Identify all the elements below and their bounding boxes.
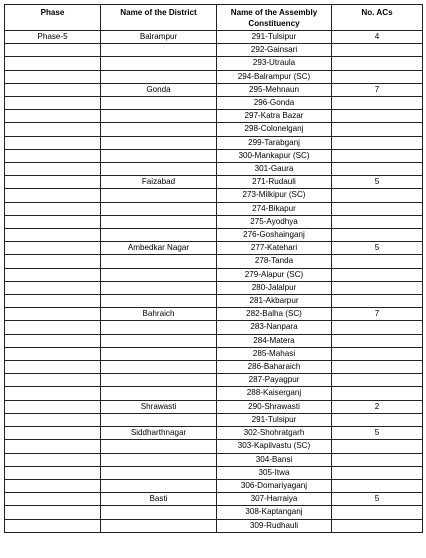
count-cell	[332, 440, 423, 453]
table-row	[5, 255, 423, 268]
district-cell	[101, 295, 217, 308]
constituency-cell: 303-Kapilvastu (SC)	[217, 440, 332, 453]
count-cell	[332, 506, 423, 519]
phase-cell	[5, 136, 101, 149]
phase-cell	[5, 189, 101, 202]
constituency-cell: 300-Mankapur (SC)	[217, 149, 332, 162]
table-row	[5, 31, 423, 44]
constituency-cell: 296-Gonda	[217, 97, 332, 110]
constituency-cell: 297-Katra Bazar	[217, 110, 332, 123]
table-row	[5, 440, 423, 453]
constituency-cell: 273-Milkipur (SC)	[217, 189, 332, 202]
constituency-cell: 284-Matera	[217, 334, 332, 347]
constituency-cell: 271-Rudauli	[217, 176, 332, 189]
phase-cell	[5, 255, 101, 268]
count-cell	[332, 110, 423, 123]
district-cell: Gonda	[101, 83, 217, 96]
count-cell	[332, 215, 423, 228]
table-row	[5, 387, 423, 400]
table-row	[5, 519, 423, 532]
table-row	[5, 493, 423, 506]
phase-cell	[5, 149, 101, 162]
count-cell	[332, 466, 423, 479]
table-row	[5, 57, 423, 70]
phase-cell	[5, 400, 101, 413]
count-cell: 5	[332, 493, 423, 506]
constituency-cell: 280-Jalalpur	[217, 281, 332, 294]
phase-cell	[5, 493, 101, 506]
district-cell: Faizabad	[101, 176, 217, 189]
constituency-cell: 283-Nanpara	[217, 321, 332, 334]
district-cell: Basti	[101, 493, 217, 506]
table-row	[5, 70, 423, 83]
phase-cell	[5, 123, 101, 136]
district-cell	[101, 347, 217, 360]
phase-cell	[5, 479, 101, 492]
district-cell	[101, 97, 217, 110]
phase-cell	[5, 321, 101, 334]
constituency-table	[4, 4, 423, 533]
header-row	[5, 5, 423, 31]
constituency-cell: 304-Bansi	[217, 453, 332, 466]
count-cell	[332, 123, 423, 136]
table-row	[5, 215, 423, 228]
count-cell: 4	[332, 31, 423, 44]
count-cell	[332, 202, 423, 215]
phase-cell	[5, 110, 101, 123]
constituency-cell: 308-Kaptanganj	[217, 506, 332, 519]
district-cell	[101, 466, 217, 479]
district-cell: Ambedkar Nagar	[101, 242, 217, 255]
count-cell: 7	[332, 308, 423, 321]
constituency-cell: 299-Tarabganj	[217, 136, 332, 149]
count-cell	[332, 519, 423, 532]
count-cell	[332, 374, 423, 387]
phase-cell	[5, 295, 101, 308]
constituency-cell: 294-Balrampur (SC)	[217, 70, 332, 83]
table-row	[5, 374, 423, 387]
table-row	[5, 400, 423, 413]
table-row	[5, 268, 423, 281]
phase-cell	[5, 44, 101, 57]
constituency-cell: 306-Domariyaganj	[217, 479, 332, 492]
table-row	[5, 334, 423, 347]
constituency-cell: 278-Tanda	[217, 255, 332, 268]
table-row	[5, 97, 423, 110]
phase-cell	[5, 519, 101, 532]
phase-cell	[5, 202, 101, 215]
table-row	[5, 176, 423, 189]
table-row	[5, 506, 423, 519]
phase-cell	[5, 57, 101, 70]
phase-cell	[5, 347, 101, 360]
phase-cell	[5, 413, 101, 426]
district-cell	[101, 110, 217, 123]
district-cell	[101, 281, 217, 294]
table-row	[5, 44, 423, 57]
count-cell: 2	[332, 400, 423, 413]
constituency-cell: 305-Itwa	[217, 466, 332, 479]
phase-cell	[5, 268, 101, 281]
table-row	[5, 479, 423, 492]
district-cell: Siddharthnagar	[101, 427, 217, 440]
table-row	[5, 321, 423, 334]
constituency-cell: 287-Payagpur	[217, 374, 332, 387]
table-row	[5, 295, 423, 308]
count-cell	[332, 70, 423, 83]
phase-cell	[5, 453, 101, 466]
district-cell	[101, 479, 217, 492]
table-header	[5, 5, 423, 31]
phase-cell	[5, 427, 101, 440]
constituency-cell: 301-Gaura	[217, 163, 332, 176]
table-row	[5, 308, 423, 321]
table-row	[5, 347, 423, 360]
constituency-cell: 279-Alapur (SC)	[217, 268, 332, 281]
district-cell	[101, 255, 217, 268]
district-cell	[101, 149, 217, 162]
constituency-cell: 277-Katehari	[217, 242, 332, 255]
count-cell	[332, 229, 423, 242]
constituency-cell: 276-Goshainganj	[217, 229, 332, 242]
phase-cell	[5, 308, 101, 321]
table-body	[5, 31, 423, 533]
phase-cell	[5, 281, 101, 294]
district-cell	[101, 374, 217, 387]
table-row	[5, 110, 423, 123]
district-cell	[101, 321, 217, 334]
constituency-cell: 307-Harraiya	[217, 493, 332, 506]
table-row	[5, 427, 423, 440]
count-cell	[332, 361, 423, 374]
constituency-cell: 302-Shohratgarh	[217, 427, 332, 440]
district-cell	[101, 44, 217, 57]
district-cell	[101, 453, 217, 466]
constituency-cell: 309-Rudhauli	[217, 519, 332, 532]
phase-cell	[5, 374, 101, 387]
phase-cell	[5, 466, 101, 479]
constituency-cell: 288-Kaiserganj	[217, 387, 332, 400]
table-row	[5, 202, 423, 215]
district-cell: Bahraich	[101, 308, 217, 321]
district-cell	[101, 136, 217, 149]
count-cell	[332, 413, 423, 426]
district-cell	[101, 268, 217, 281]
constituency-cell: 295-Mehnaun	[217, 83, 332, 96]
count-cell	[332, 149, 423, 162]
count-cell	[332, 44, 423, 57]
constituency-cell: 275-Ayodhya	[217, 215, 332, 228]
table-row	[5, 229, 423, 242]
count-cell	[332, 479, 423, 492]
table-row	[5, 242, 423, 255]
district-cell	[101, 163, 217, 176]
phase-cell	[5, 70, 101, 83]
count-cell	[332, 57, 423, 70]
count-cell: 7	[332, 83, 423, 96]
constituency-cell: 298-Colonelganj	[217, 123, 332, 136]
count-cell	[332, 97, 423, 110]
table-row	[5, 466, 423, 479]
phase-cell	[5, 176, 101, 189]
district-cell	[101, 215, 217, 228]
phase-cell	[5, 361, 101, 374]
table-row	[5, 189, 423, 202]
header-constituency: Name of the Assembly Constituency	[217, 5, 332, 31]
table-row	[5, 149, 423, 162]
count-cell	[332, 268, 423, 281]
phase-cell	[5, 334, 101, 347]
phase-cell: Phase-5	[5, 31, 101, 44]
district-cell	[101, 334, 217, 347]
count-cell: 5	[332, 427, 423, 440]
constituency-cell: 286-Baharaich	[217, 361, 332, 374]
count-cell: 5	[332, 242, 423, 255]
district-cell	[101, 387, 217, 400]
count-cell	[332, 334, 423, 347]
district-cell	[101, 123, 217, 136]
district-cell	[101, 189, 217, 202]
table-row	[5, 413, 423, 426]
count-cell	[332, 321, 423, 334]
constituency-cell: 290-Shrawasti	[217, 400, 332, 413]
district-cell	[101, 202, 217, 215]
constituency-cell: 292-Gainsari	[217, 44, 332, 57]
table-row	[5, 163, 423, 176]
table-row	[5, 361, 423, 374]
district-cell: Balrampur	[101, 31, 217, 44]
constituency-cell: 291-Tulsipur	[217, 413, 332, 426]
count-cell	[332, 347, 423, 360]
table-row	[5, 123, 423, 136]
phase-cell	[5, 242, 101, 255]
count-cell	[332, 189, 423, 202]
table-row	[5, 281, 423, 294]
table-row	[5, 83, 423, 96]
count-cell	[332, 255, 423, 268]
count-cell	[332, 136, 423, 149]
district-cell	[101, 229, 217, 242]
constituency-cell: 293-Utraula	[217, 57, 332, 70]
table-row	[5, 453, 423, 466]
count-cell: 5	[332, 176, 423, 189]
district-cell	[101, 440, 217, 453]
constituency-cell: 282-Balha (SC)	[217, 308, 332, 321]
table-row	[5, 136, 423, 149]
phase-cell	[5, 163, 101, 176]
phase-cell	[5, 506, 101, 519]
constituency-cell: 291-Tulsipur	[217, 31, 332, 44]
district-cell	[101, 413, 217, 426]
district-cell	[101, 70, 217, 83]
district-cell	[101, 506, 217, 519]
header-district: Name of the District	[101, 5, 217, 31]
phase-cell	[5, 229, 101, 242]
phase-cell	[5, 83, 101, 96]
phase-cell	[5, 97, 101, 110]
count-cell	[332, 453, 423, 466]
count-cell	[332, 387, 423, 400]
phase-cell	[5, 387, 101, 400]
constituency-cell: 281-Akbarpur	[217, 295, 332, 308]
header-phase: Phase	[5, 5, 101, 31]
count-cell	[332, 163, 423, 176]
phase-cell	[5, 215, 101, 228]
district-cell	[101, 361, 217, 374]
header-count: No. ACs	[332, 5, 423, 31]
count-cell	[332, 295, 423, 308]
count-cell	[332, 281, 423, 294]
constituency-cell: 285-Mahasi	[217, 347, 332, 360]
district-cell	[101, 57, 217, 70]
district-cell	[101, 519, 217, 532]
phase-cell	[5, 440, 101, 453]
district-cell: Shrawasti	[101, 400, 217, 413]
constituency-cell: 274-Bikapur	[217, 202, 332, 215]
